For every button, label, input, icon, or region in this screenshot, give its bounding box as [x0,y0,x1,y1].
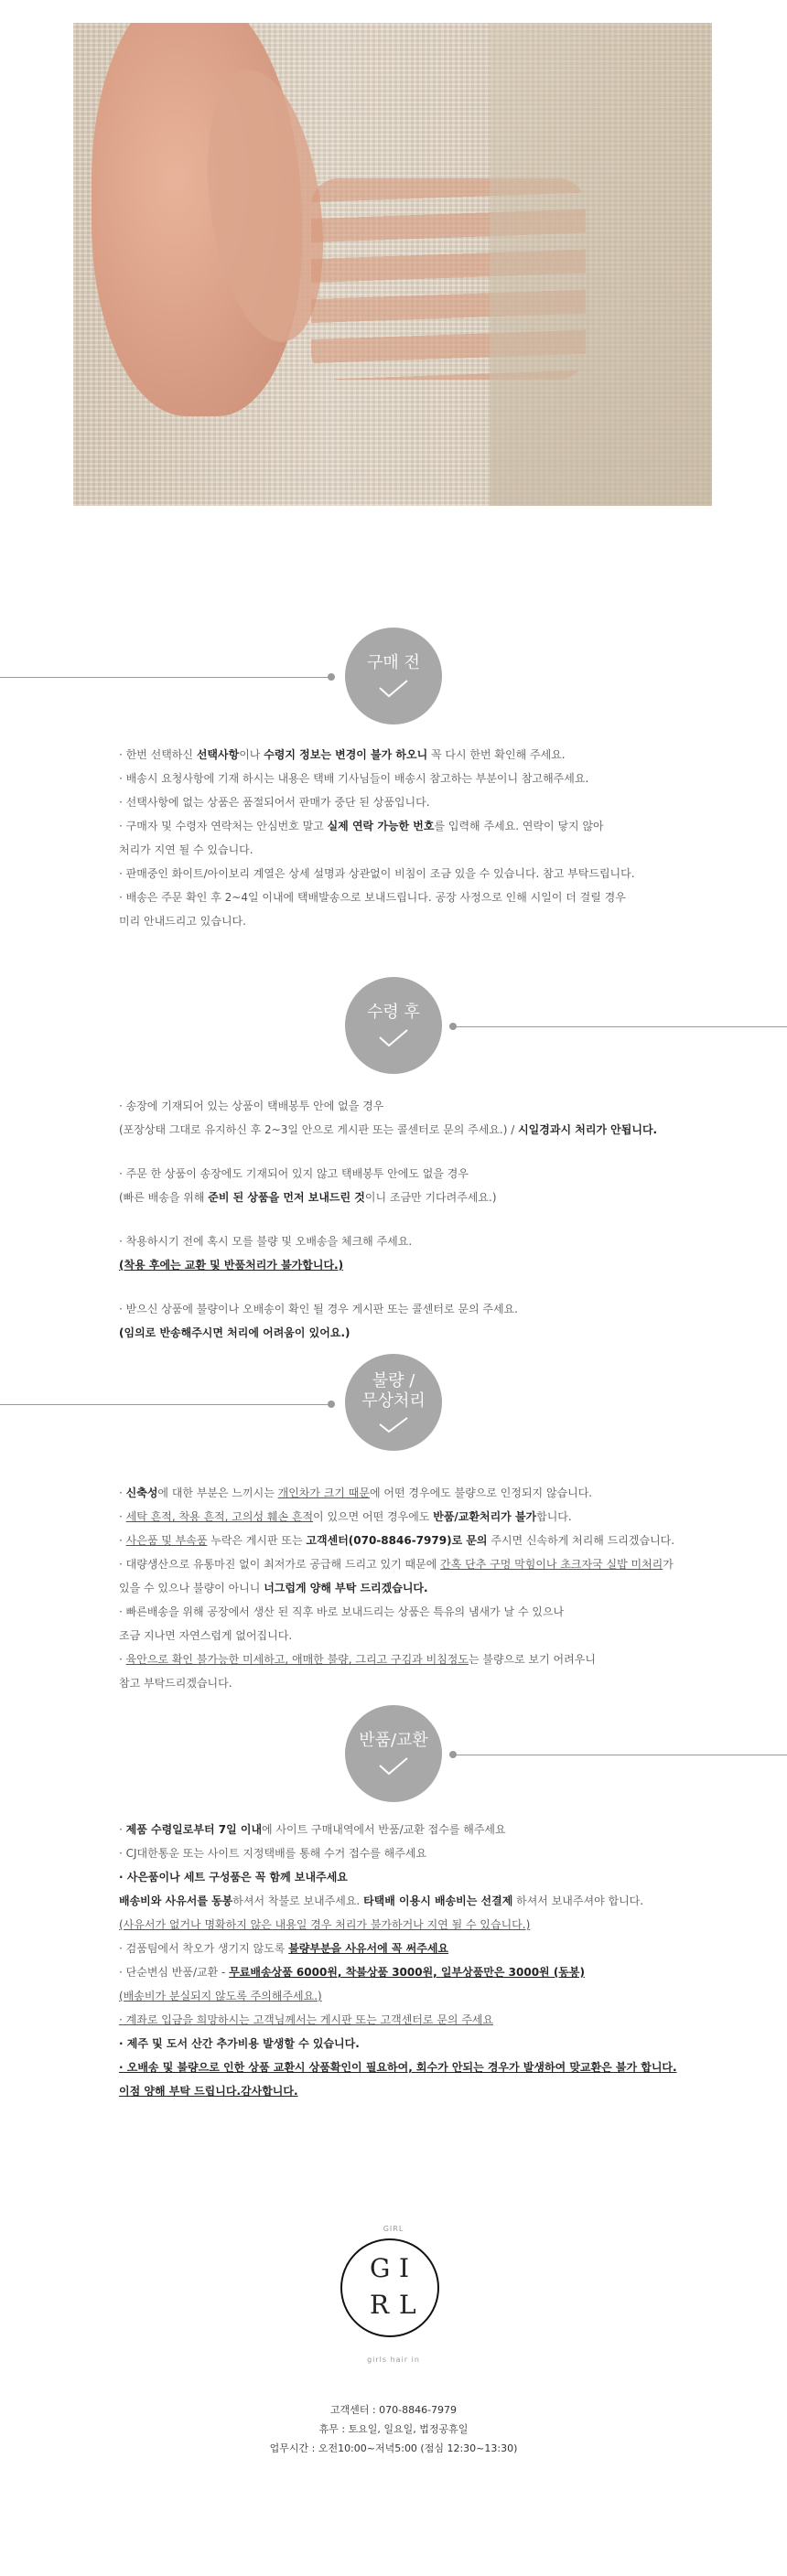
return-notice-list [119,1818,714,2103]
logo-letter: R [370,2290,390,2320]
divider-dot [328,673,335,681]
list-item: · 계좌로 입금을 희망하시는 고객님께서는 게시판 또는 고객센터로 문의 주세요 [119,2013,494,2026]
list-item: · 한번 선택하신 선택사항이나 수령지 정보는 변경이 불가 하오니 꼭 다시 한번 확인해 주세요. [119,748,566,761]
list-item: · 사은품이나 세트 구성품은 꼭 함께 보내주세요 [119,1871,348,1884]
logo-top-text-wrap [0,2217,787,2235]
list-item: · 주문 한 상품이 송장에도 기재되어 있지 않고 택배봉투 안에도 없을 경우 [119,1167,469,1180]
section-badge-before [345,628,442,724]
contact-holidays: 휴무 : 토요일, 일요일, 법정공휴일 [318,2423,469,2435]
list-item: · CJ대한통운 또는 사이트 지정택배를 통해 수거 접수를 해주세요 [119,1847,427,1860]
list-item: · 신축성에 대한 부분은 느끼시는 개인차가 크기 때문에 어떤 경우에도 불량으로 인정되지 않습니다. [119,1487,593,1499]
section-title: 수령 후 [367,1003,420,1022]
list-item: 조금 지나면 자연스럽게 없어집니다. [119,1629,293,1642]
list-item: · 받으신 상품에 불량이나 오배송이 확인 될 경우 게시판 또는 콜센터로 문의 주세요. [119,1303,518,1315]
section-title-line2: 무상처리 [361,1391,426,1411]
section-title: 구매 전 [367,653,420,672]
brand-logo [340,2238,439,2337]
defect-notice-list [119,1481,714,1695]
list-item: · 선택사항에 없는 상품은 품절되어서 판매가 중단 된 상품입니다. [119,796,430,809]
list-item: · 배송은 주문 확인 후 2~4일 이내에 택배발송으로 보내드립니다. 공장 사정으로 인해 시일이 더 걸릴 경우 [119,891,626,904]
section-title: 반품/교환 [359,1731,428,1750]
list-item: (임의로 반송해주시면 처리에 어려움이 있어요.) [119,1326,350,1339]
logo-letter: L [399,2290,416,2320]
list-item: (빠른 배송을 위해 준비 된 상품을 먼저 보내드린 것이니 조금만 기다려주세요.) [119,1191,497,1204]
list-item: · 송장에 기재되어 있는 상품이 택배봉투 안에 없을 경우 [119,1100,384,1112]
list-item: · 제주 및 도서 산간 추가비용 발생할 수 있습니다. [119,2037,360,2050]
logo-top-text: GIRL [383,2225,404,2233]
section-badge-return [345,1705,442,1802]
list-item: · 육안으로 확인 불가능한 미세하고, 애매한 불량, 그리고 구김과 비침정도는 불량으로 보기 어려우니 [119,1653,596,1666]
list-item: 있을 수 있으나 불량이 아니니 너그럽게 양해 부탁 드리겠습니다. [119,1582,428,1594]
section-badge-defect [345,1354,442,1451]
list-item: · 검품팀에서 착오가 생기지 않도록 불량부분을 사유서에 꼭 써주세요 [119,1942,449,1955]
list-item: · 구매자 및 수령자 연락처는 안심번호 말고 실제 연락 가능한 번호를 입력해 주세요. 연락이 닿지 않아 [119,820,604,832]
list-item: 이점 양해 부탁 드립니다.감사합니다. [119,2085,298,2098]
list-item: · 빠른배송을 위해 공장에서 생산 된 직후 바로 보내드리는 상품은 특유의 냄새가 날 수 있으나 [119,1605,565,1618]
list-item: · 사은품 및 부속품 누락은 게시판 또는 고객센터(070-8846-7979)로 문의 주시면 신속하게 처리해 드리겠습니다. [119,1534,675,1547]
list-item: 미리 안내드리고 있습니다. [119,915,246,928]
list-item: (착용 후에는 교환 및 반품처리가 불가합니다.) [119,1259,344,1272]
logo-bottom-text: girls hair in [367,2356,420,2364]
section-badge-after [345,977,442,1074]
after-notice-list [119,1094,714,1345]
contact-phone: 고객센터 : 070-8846-7979 [329,2404,458,2416]
divider-line [0,1404,331,1405]
list-item: 참고 부탁드리겠습니다. [119,1677,232,1690]
check-icon [378,679,409,699]
check-icon [378,1756,409,1776]
logo-letter: G [370,2253,391,2283]
section-title-line1: 불량 / [372,1371,415,1390]
contact-hours: 업무시간 : 오전10:00~저녁5:00 (점심 12:30~13:30) [269,2442,518,2454]
logo-bottom-text-wrap [0,2348,787,2366]
list-item: · 제품 수령일로부터 7일 이내에 사이트 구매내역에서 반품/교환 접수를 해주세요 [119,1823,506,1836]
list-item: 처리가 지연 될 수 있습니다. [119,843,253,856]
list-item: · 세탁 흔적, 착용 흔적, 고의성 훼손 흔적이 있으면 어떤 경우에도 반품/교환처리가 불가합니다. [119,1510,572,1523]
before-notice-list [119,743,714,933]
list-item: · 배송시 요청사항에 기재 하시는 내용은 택배 기사님들이 배송시 참고하는 부분이니 참고해주세요. [119,772,589,785]
list-item: · 오배송 및 불량으로 인한 상품 교환시 상품확인이 필요하여, 회수가 안되는 경우가 발생하여 맞교환은 불가 합니다. [119,2061,677,2074]
check-icon [378,1028,409,1048]
product-photo [73,23,712,506]
contact-info [0,2400,787,2458]
list-item: (배송비가 분실되지 않도록 주의해주세요.) [119,1990,322,2002]
list-item: · 판매중인 화이트/아이보리 계열은 상세 설명과 상관없이 비침이 조금 있을 수 있습니다. 참고 부탁드립니다. [119,867,635,880]
list-item: (포장상태 그대로 유지하신 후 2~3일 안으로 게시판 또는 콜센터로 문의 주세요.) / 시일경과시 처리가 안됩니다. [119,1123,658,1136]
list-item: 배송비와 사유서를 동봉하셔서 착불로 보내주세요. 타택배 이용시 배송비는 선결제 하셔서 보내주셔야 합니다. [119,1894,644,1907]
divider-line [0,677,331,678]
list-item: · 착용하시기 전에 혹시 모를 불량 및 오배송을 체크해 주세요. [119,1235,413,1248]
divider-line [453,1026,787,1027]
knit-edge [490,23,712,506]
list-item: (사유서가 없거나 명확하지 않은 내용일 경우 처리가 불가하거나 지연 될 수 있습니다.) [119,1918,531,1931]
list-item: · 단순변심 반품/교환 - 무료배송상품 6000원, 착불상품 3000원, 일부상품만은 3000원 (동봉) [119,1966,585,1979]
divider-dot [328,1401,335,1408]
list-item: · 대량생산으로 유통마진 없이 최저가로 공급해 드리고 있기 때문에 간혹 단추 구멍 막힘이나 초크자국 실밥 미처리가 [119,1558,674,1571]
check-icon [378,1417,409,1433]
logo-letter: I [399,2253,410,2283]
